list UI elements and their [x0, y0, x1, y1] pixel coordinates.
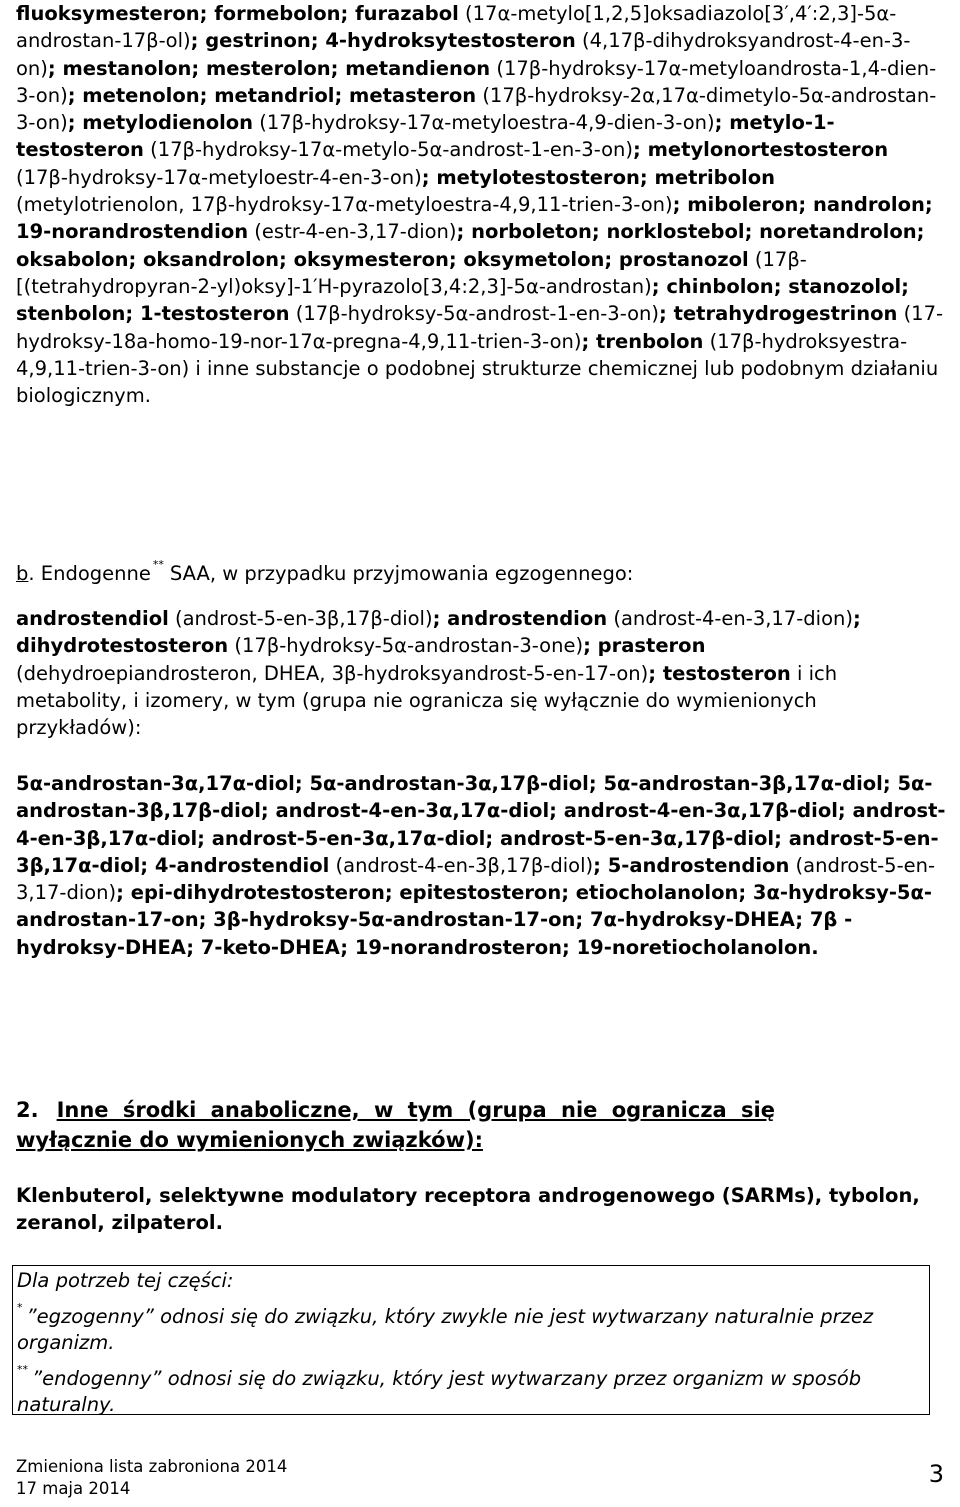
section-title-line1: Inne środki anaboliczne, w tym (grupa nie ogranicza się — [56, 1098, 775, 1122]
section-title-line2: wyłącznie do wymienionych związków): — [16, 1128, 483, 1152]
term-bold: ; chinbolon; stanozolol; stenbolon; 1-testosteron — [16, 274, 909, 326]
term-detail: (17β-[(tetrahydropyran-2-yl)oksy]-1′H-pyrazolo[3,4:2,3]-5α-androstan) — [16, 247, 807, 298]
term-detail: (estr-4-en-3,17-dion) — [248, 220, 457, 244]
term-detail: (17β-hydroksy-17α-metyloestr-4-en-3-on) — [16, 165, 422, 189]
intro-text-post: SAA, w przypadku przyjmowania egzogennego: — [169, 562, 634, 585]
term-bold: ; tetrahydrogestrinon — [659, 302, 898, 326]
term-detail: (17β-hydroksy-17α-metyloestra-4,9-dien-3-on) — [253, 111, 715, 135]
term-detail: (17β-hydroksy-17α-metylo-5α-androst-1-en-3-on) — [143, 138, 634, 162]
term-bold: ; metenolon; metandriol; metasteron — [67, 83, 477, 107]
paragraph-metabolites-list — [16, 770, 946, 961]
footnote-endogenous-text: ”endogenny” odnosi się do związku, który jest wytwarzany przez organizm w sposób naturalny. — [17, 1366, 862, 1416]
term-bold: ; trenbolon — [581, 329, 704, 353]
paragraph-other-anabolics: Klenbuterol, selektywne modulatory receptora androgenowego (SARMs), tybolon, zeranol, zilpaterol. — [16, 1184, 920, 1235]
term-bold: ; prasteron — [583, 634, 706, 658]
intro-text-pre: . Endogenne — [28, 562, 151, 585]
term-bold: ; metylodienolon — [67, 111, 254, 135]
page-number: 3 — [928, 1460, 944, 1488]
term-bold: ; metylo-1-testosteron — [16, 111, 835, 162]
term-bold: ; metylotestosteron; metribolon — [421, 165, 776, 189]
term-detail: (17β-hydroksy-17α-metyloandrosta-1,4-dien-3-on) — [16, 56, 937, 107]
footer-date: 17 maja 2014 — [16, 1479, 131, 1498]
term-detail: (17-hydroksy-18a-homo-19-nor-17α-pregna-4,9,11-trien-3-on) — [16, 302, 944, 353]
term-detail: (17β-hydroksy-5α-androstan-3-one) — [228, 634, 584, 658]
footnote-exogenous — [17, 1295, 929, 1357]
footnote-mark-double: ** — [17, 1362, 28, 1376]
term-detail: (17β-hydroksyestra-4,9,11-trien-3-on) i inne substancje o podobnej strukturze chemicznej lub podobnym działaniu biologicznym. — [16, 329, 939, 408]
term-bold: ; epi-dihydrotestosteron; epitestosteron; etiocholanolon; 3α-hydroksy-5α-androstan-17-on; 3β-hydroksy-5α-androstan-17-on; 7α-hydroksy-DHEA; 7β -hydroksy-DHEA; 7-keto-DHEA; 19-norandrosteron; 19-noretiocholanolon. — [16, 881, 932, 959]
footer-title: Zmieniona lista zabroniona 2014 — [16, 1457, 288, 1476]
term-bold: ; miboleron; nandrolon; 19-norandrostendion — [16, 193, 933, 244]
term-bold: fluoksymesteron; formebolon; furazabol — [16, 2, 459, 25]
footnote-mark-double: ** — [152, 558, 164, 571]
term-detail: i ich metabolity, i izomery, w tym (grupa nie ogranicza się wyłącznie do wymienionych przykładów): — [16, 661, 838, 740]
term-detail: (metylotrienolon, 17β-hydroksy-17α-metyloestra-4,9,11-trien-3-on) — [16, 193, 673, 217]
term-detail: (17β-hydroksy-5α-androst-1-en-3-on) — [289, 302, 659, 326]
term-bold: ; androstendion — [432, 607, 608, 630]
paragraph-endogenous-intro — [16, 551, 946, 587]
term-bold: 5α-androstan-3α,17α-diol; 5α-androstan-3α,17β-diol; 5α-androstan-3β,17α-diol; 5α-androstan-3β,17β-diol; androst-4-en-3α,17α-diol; androst-4-en-3α,17β-diol; androst-4-en-3β,17α-diol; androst-5-en-3α,17α-diol; androst-5-en-3α,17β-diol; androst-5-en-3β,17α-diol; 4-androstendiol — [16, 772, 946, 877]
term-bold: ; testosteron — [648, 661, 791, 685]
footnote-endogenous — [17, 1357, 929, 1419]
paragraph-endogenous-list — [16, 605, 946, 741]
term-detail: (androst-4-en-3,17-dion) — [607, 607, 853, 630]
footnote-box — [12, 1265, 930, 1415]
term-bold: ; metylonortestosteron — [633, 138, 889, 162]
term-detail: (17β-hydroksy-2α,17α-dimetylo-5α-androstan-3-on) — [16, 83, 937, 135]
footnote-heading: Dla potrzeb tej części: — [17, 1269, 234, 1292]
term-detail: (androst-4-en-3β,17β-diol) — [329, 853, 594, 877]
section-2-heading — [16, 1095, 946, 1155]
section-letter: b — [16, 562, 29, 585]
term-detail: (androst-5-en-3,17-dion) — [16, 853, 936, 905]
page-footer — [16, 1456, 287, 1500]
term-detail: (17α-metylo[1,2,5]oksadiazolo[3′,4′:2,3]-5α-androstan-17β-ol) — [16, 2, 897, 53]
term-detail: (dehydroepiandrosteron, DHEA, 3β-hydroksyandrost-5-en-17-on) — [16, 661, 649, 685]
term-bold: ; 5-androstendion — [593, 853, 790, 877]
footnote-mark-single: * — [17, 1300, 23, 1314]
section-number: 2. — [16, 1098, 39, 1122]
term-bold: ; dihydrotestosteron — [16, 607, 861, 658]
term-bold: androstendiol — [16, 607, 169, 630]
footnote-exogenous-text: ”egzogenny” odnosi się do związku, który zwykle nie jest wytwarzany naturalnie przez organizm. — [17, 1304, 874, 1354]
term-bold: ; mestanolon; mesterolon; metandienon — [47, 56, 491, 80]
term-bold: ; gestrinon; 4-hydroksytestosteron — [190, 29, 576, 53]
term-detail: (androst-5-en-3β,17β-diol) — [168, 607, 433, 630]
paragraph-anabolic-list — [16, 0, 946, 409]
term-detail: (4,17β-dihydroksyandrost-4-en-3-on) — [16, 29, 911, 80]
term-bold: ; norboleton; norklostebol; noretandrolon; oksabolon; oksandrolon; oksymesteron; oksymetolon; prostanozol — [16, 220, 925, 271]
